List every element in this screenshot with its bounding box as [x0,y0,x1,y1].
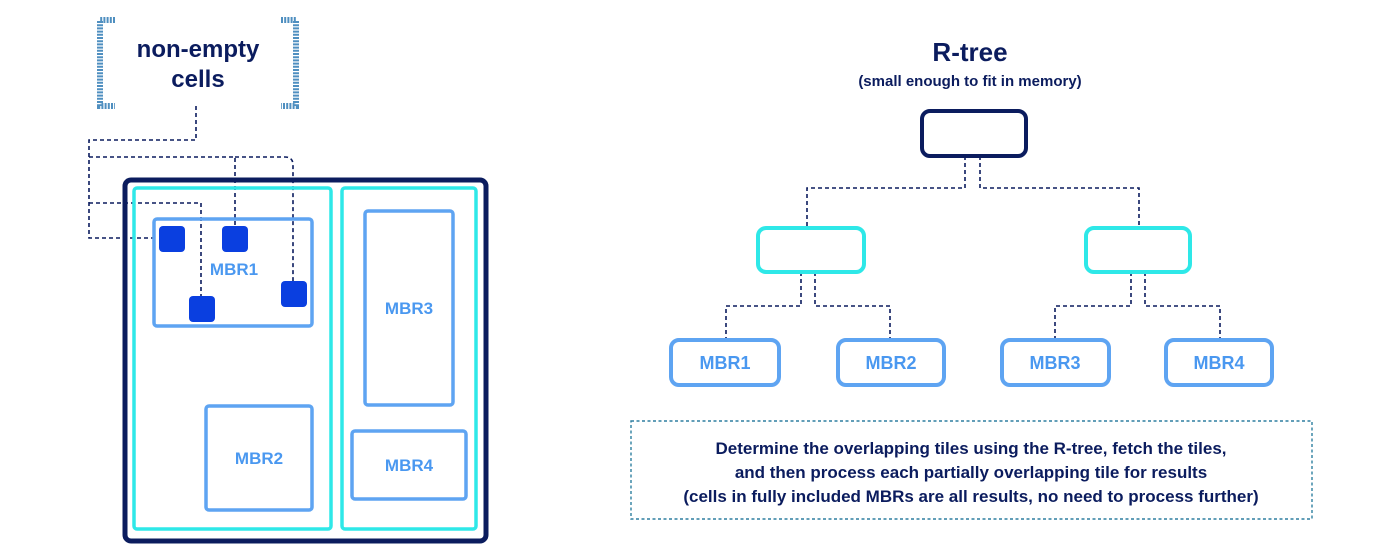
tree-edge [815,272,890,340]
mbr2-label: MBR2 [234,449,284,468]
non-empty-cell [222,226,248,252]
internal-node-left [758,228,864,272]
tile-grid [125,180,486,541]
non-empty-cell [281,281,307,307]
root-node [922,111,1026,156]
tree-edge [807,156,965,228]
legend-label-line1: non-empty [136,36,260,63]
tree-edge [980,156,1139,228]
non-empty-cell [189,296,215,322]
mbr1-label: MBR1 [209,260,259,279]
leaf-node-mbr3-label: MBR3 [1029,353,1081,373]
leaf-node-mbr4-label: MBR4 [1193,353,1245,373]
mbr4-label: MBR4 [384,456,434,475]
legend-right-bracket [281,20,296,106]
note-line-2: and then process each partially overlapping tile for results [734,463,1208,482]
non-empty-cell [159,226,185,252]
mbr3-label: MBR3 [384,299,434,318]
legend-connector-cell-top [89,157,235,226]
explanation-note [631,421,1312,519]
note-line-3: (cells in fully included MBRs are all results, no need to process further) [683,487,1259,506]
r-tree [671,37,1272,385]
tree-edge [726,272,801,340]
tree-edge [1055,272,1131,340]
legend [100,20,296,106]
r-tree-subtitle: (small enough to fit in memory) [858,73,1082,90]
leaf-node-mbr1-label: MBR1 [699,353,751,373]
legend-left-bracket [100,20,115,106]
internal-node-right [1086,228,1190,272]
leaf-node-mbr2-label: MBR2 [865,353,917,373]
r-tree-title: R-tree [932,37,1008,67]
tree-edge [1145,272,1220,340]
tile-right [342,188,476,529]
legend-connectors [89,106,293,296]
note-line-1: Determine the overlapping tiles using the R-tree, fetch the tiles, [715,439,1227,458]
legend-label-line2: cells [171,66,225,93]
